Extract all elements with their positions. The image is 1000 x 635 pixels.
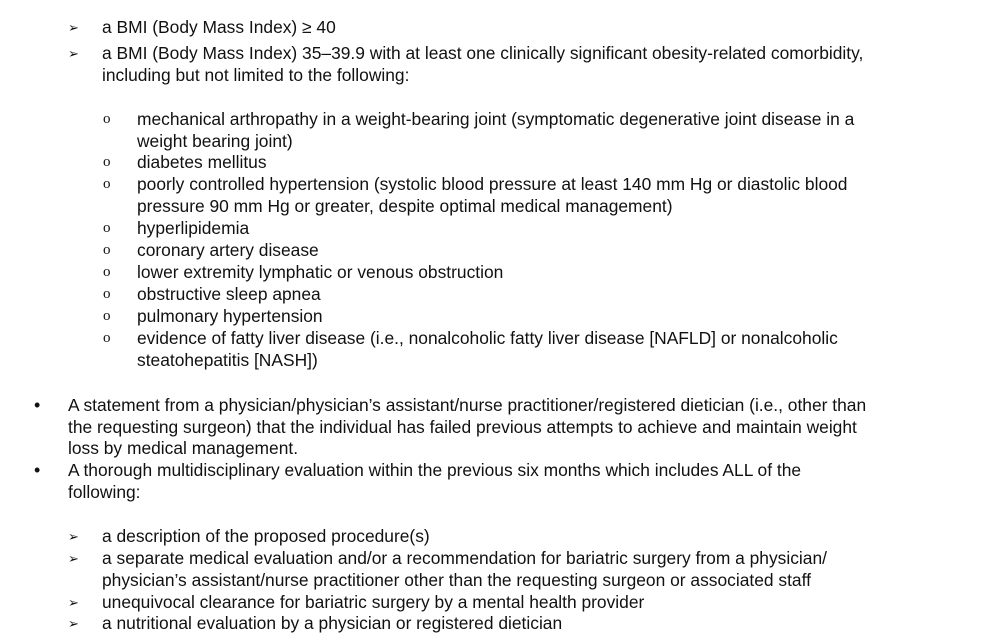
circle-bullet-icon: o [103,154,111,170]
sub-list-item-text: coronary artery disease [137,240,319,260]
sub-list-item [103,218,249,240]
sub-list-item [103,262,503,284]
arrow-bullet-icon: ➢ [68,46,79,61]
sub-list-item-text: diabetes mellitus [137,152,267,172]
list-item [68,613,562,635]
sub-list-item-text: obstructive sleep apnea [137,284,321,304]
list-item [68,43,863,86]
bullet-item-text: A statement from a physician/physician’s assistant/nurse practitioner/registered dietician (i.e., other than [68,395,867,415]
list-item [68,526,430,548]
arrow-bullet-icon: ➢ [68,551,79,566]
bullet-item [34,395,866,460]
list-item [68,17,336,39]
list-item-text: unequivocal clearance for bariatric surgery by a mental health provider [102,592,645,612]
sub-list-item-text: steatohepatitis [NASH]) [137,349,318,370]
bullet-item [34,460,801,503]
list-item-text: a nutritional evaluation by a physician or registered dietician [102,613,563,633]
list-item [68,592,644,614]
list-item-text: physician’s assistant/nurse practitioner other than the requesting surgeon or associated staff [102,569,811,590]
sub-list-item [103,306,323,328]
circle-bullet-icon: o [103,264,111,280]
list-item-text: a BMI (Body Mass Index) 35–39.9 with at least one clinically significant obesity-related comorbidity, [102,43,864,63]
circle-bullet-icon: o [103,308,111,324]
list-item-text: a separate medical evaluation and/or a recommendation for bariatric surgery from a physician/ [102,548,827,568]
list-item [68,548,827,591]
arrow-bullet-icon: ➢ [68,595,79,610]
round-bullet-icon: • [34,460,41,480]
sub-list-item-text: weight bearing joint) [137,130,293,151]
sub-list-item-text: poorly controlled hypertension (systolic blood pressure at least 140 mm Hg or diastolic blood [137,174,848,194]
circle-bullet-icon: o [103,242,111,258]
arrow-bullet-icon: ➢ [68,616,79,631]
circle-bullet-icon: o [103,176,111,192]
circle-bullet-icon: o [103,286,111,302]
sub-list-item-text: hyperlipidemia [137,218,250,238]
sub-list-item-text: evidence of fatty liver disease (i.e., nonalcoholic fatty liver disease [NAFLD] or nonalcoholic [137,328,838,348]
circle-bullet-icon: o [103,330,111,346]
circle-bullet-icon: o [103,220,111,236]
sub-list-item-text: lower extremity lymphatic or venous obstruction [137,262,504,282]
sub-list-item-text: mechanical arthropathy in a weight-bearing joint (symptomatic degenerative joint disease in a [137,109,855,129]
bullet-item-text: loss by medical management. [68,438,299,458]
sub-list-item [103,152,267,174]
sub-list-item-text: pressure 90 mm Hg or greater, despite optimal medical management) [137,195,673,216]
sub-list-item [103,284,321,306]
arrow-bullet-icon: ➢ [68,20,79,35]
sub-list-item [103,109,854,152]
list-item-text: including but not limited to the following: [102,64,410,85]
list-item-text: a description of the proposed procedure(s) [102,526,430,546]
sub-list-item [103,240,319,262]
sub-list-item-text: pulmonary hypertension [137,306,323,326]
circle-bullet-icon: o [103,111,111,127]
bullet-item-text: the requesting surgeon) that the individual has failed previous attempts to achieve and maintain weight [68,416,857,437]
bullet-item-text: A thorough multidisciplinary evaluation within the previous six months which includes ALL of the [68,460,802,480]
round-bullet-icon: • [34,395,41,415]
sub-list-item [103,328,838,371]
arrow-bullet-icon: ➢ [68,529,79,544]
list-item-text: a BMI (Body Mass Index) ≥ 40 [102,17,336,37]
bullet-item-text: following: [68,481,141,502]
sub-list-item [103,174,847,217]
